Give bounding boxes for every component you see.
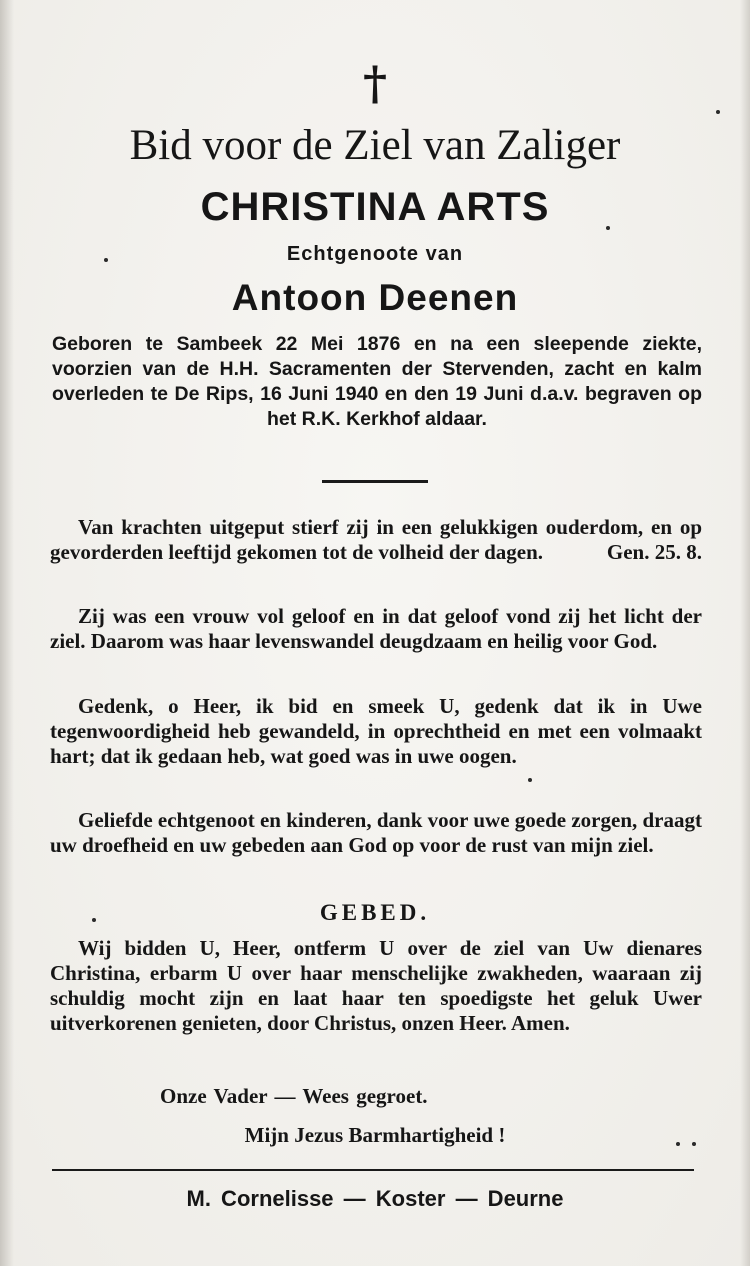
paragraph-faith: Zij was een vrouw vol geloof en in dat geloof vond zij het licht der ziel. Daarom was haar levenswandel deugdzaam en heilig voor God.	[50, 604, 702, 653]
paragraph-text: Van krachten uitgeput stierf zij in een gelukkigen ouderdom, en op gevorderden leeftijd gekomen tot de volheid der dagen.	[50, 515, 702, 564]
closing-invocation: Mijn Jezus Barmhartigheid !	[244, 1123, 506, 1147]
paragraph-scripture	[50, 515, 702, 565]
ink-speck	[692, 1142, 696, 1146]
paragraph-remember: Gedenk, o Heer, ik bid en smeek U, gedenk dat ik in Uwe tegenwoordigheid heb gewandeld, in oprechtheid en met een volmaakt hart; dat ik gedaan heb, wat goed was in uwe oogen.	[50, 694, 702, 768]
cross-icon: †	[362, 56, 388, 110]
printer-credit: M. Cornelisse — Koster — Deurne	[186, 1186, 564, 1211]
ink-speck	[606, 226, 610, 230]
ink-speck	[104, 258, 108, 262]
card-title: Bid voor de Ziel van Zaliger	[129, 122, 621, 169]
spouse-label: Echtgenoote van	[286, 243, 464, 265]
footer-rule	[52, 1169, 694, 1171]
ink-speck	[92, 918, 96, 922]
biography-text: Geboren te Sambeek 22 Mei 1876 en na een sleepende ziekte, voorzien van de H.H. Sacramenten der Stervenden, zacht en kalm overleden te De Rips, 16 Juni 1940 en den 19 Juni d.a.v. begraven op het R.K. Kerkhof aldaar.	[52, 333, 702, 430]
closing-prayers: Onze Vader — Wees gegroet.	[160, 1084, 428, 1108]
scripture-reference: Gen. 25. 8.	[606, 540, 702, 564]
ink-speck	[716, 110, 720, 114]
prayer-title: GEBED.	[319, 900, 431, 925]
deceased-name: CHRISTINA ARTS	[200, 185, 550, 229]
ink-speck	[676, 1142, 680, 1146]
paragraph-family: Geliefde echtgenoot en kinderen, dank voor uwe goede zorgen, draagt uw droefheid en uw gebeden aan God op voor de rust van mijn ziel.	[50, 808, 702, 857]
spouse-name: Antoon Deenen	[231, 277, 519, 318]
section-divider	[322, 480, 428, 483]
ink-speck	[528, 778, 532, 782]
prayer-text: Wij bidden U, Heer, ontferm U over de ziel van Uw dienares Christina, erbarm U over haar menschelijke zwakheden, waaraan zij schuldig mocht zijn en laat haar ten spoedigste het geluk Uwer uitverkorenen genieten, door Christus, onzen Heer. Amen.	[50, 936, 702, 1035]
